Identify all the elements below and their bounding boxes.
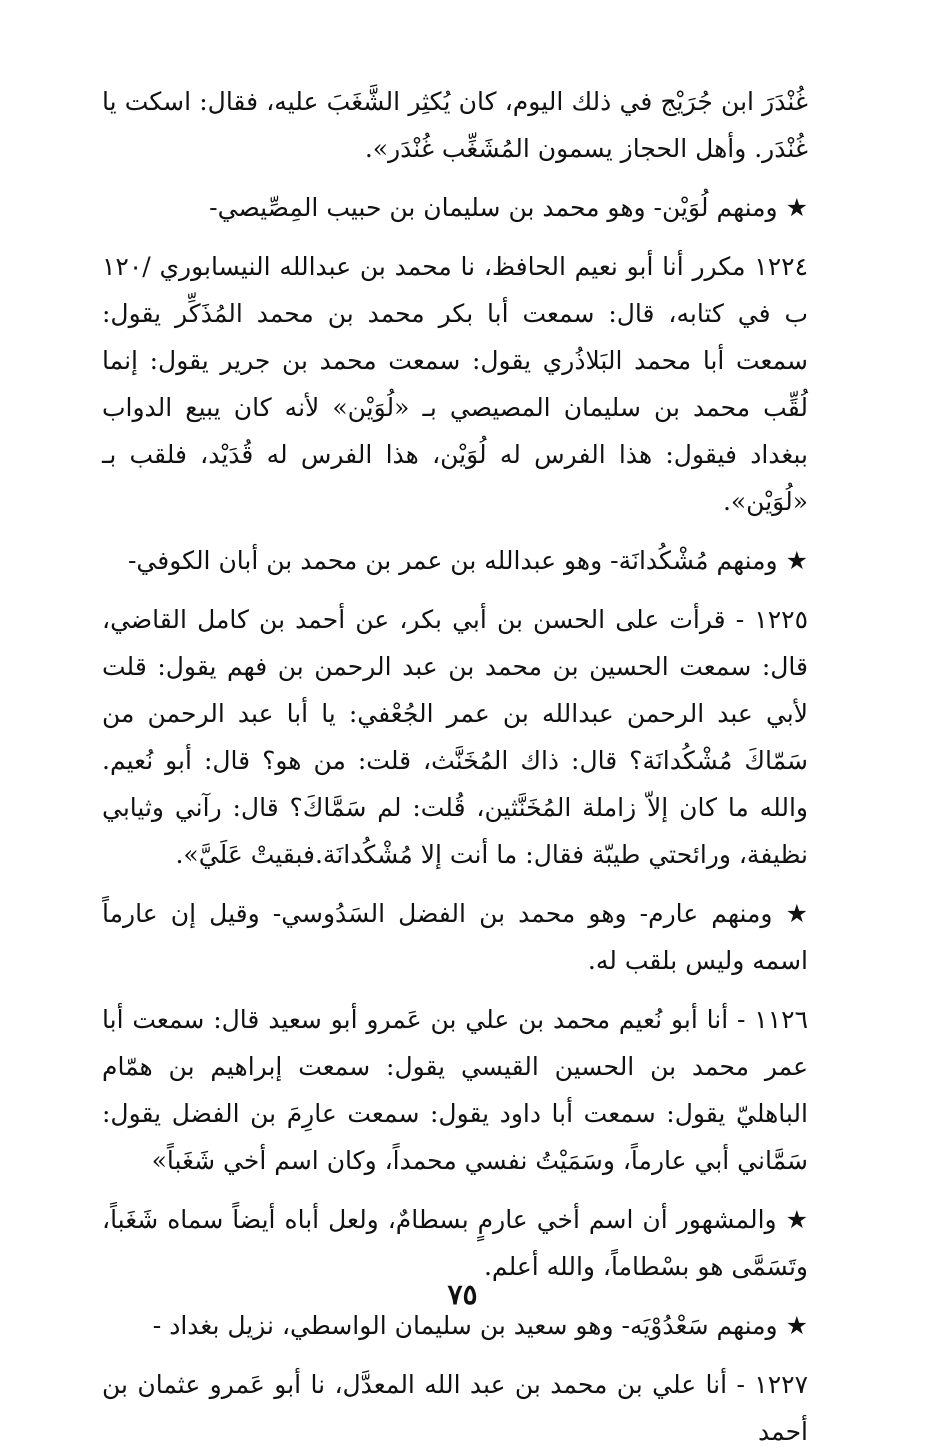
heading-arim: ★ ومنهم عارم- وهو محمد بن الفضل السَدُوسي- وقيل إن عارماً اسمه وليس بلقب له. <box>102 899 808 975</box>
page-number: ٧٥ <box>447 1278 478 1311</box>
paragraph-1126: ١١٢٦ - أنا أبو نُعيم محمد بن علي بن عَمرو أبو سعيد قال: سمعت أبا عمر محمد بن الحسين القيسي يقول: سمعت إبراهيم بن همّام الباهليّ يقول: سمعت أبا داود يقول: سمعت عارِمَ بن الفضل يقول: سَمَّاني أبي عارماً، وسَمَيْتُ نفسي محمداً، وكان اسم أخي شَغَباً» <box>102 1005 808 1175</box>
heading-luwayn: ★ ومنهم لُوَيْن- وهو محمد بن سليمان بن حبيب المِصِّيصي- <box>209 193 808 222</box>
paragraph-1224: ١٢٢٤ مكرر أنا أبو نعيم الحافظ، نا محمد بن عبدالله النيسابوري /١٢٠ ب في كتابه، قال: سمعت أبا بكر محمد بن محمد المُذَكِّر يقول: سمعت أبا محمد البَلاذُري يقول: سمعت محمد بن جرير يقول: إنما لُقِّب محمد بن سليمان المصيصي بـ «لُوَيْن» لأنه كان يبيع الدواب ببغداد فيقول: هذا الفرس له لُوَيْن، هذا الفرس له قُدَيْد، فلقب بـ «لُوَيْن». <box>102 252 808 516</box>
heading-mushkudana: ★ ومنهم مُشْكُدانَة- وهو عبدالله بن عمر بن محمد بن أبان الكوفي- <box>127 546 808 575</box>
paragraph-1227: ١٢٢٧ - أنا علي بن محمد بن عبد الله المعدَّل، نا أبو عَمرو عثمان بن أحمد <box>102 1370 808 1446</box>
note-bistam: ★ والمشهور أن اسم أخي عارمٍ بسطامٌ، ولعل أباه أيضاً سماه شَغَباً، وتَسَمَّى هو بسْطاماً، والله أعلم. <box>102 1205 808 1281</box>
paragraph-1225: ١٢٢٥ - قرأت على الحسن بن أبي بكر، عن أحمد بن كامل القاضي، قال: سمعت الحسين بن محمد بن عبد الرحمن بن فهم يقول: قلت لأبي عبد الرحمن عبدالله بن عمر الجُعْفي: يا أبا عبد الرحمن من سَمّاكَ مُشْكُدانَة؟ قال: ذاك المُخَنَّث، قلت: من هو؟ قال: أبو نُعيم. والله ما كان إلاّ زاملة المُخَنَّثين، قُلت: لم سَمَّاكَ؟ قال: رآني وثيابي نظيفة، ورائحتي طيبّة فقال: ما أنت إلا مُشْكُدانَة.فبقيتْ عَلَيَّ». <box>102 605 808 869</box>
paragraph-1: غُنْدَرَ ابن جُرَيْج في ذلك اليوم، كان يُكثِر الشَّغَبَ عليه، فقال: اسكت يا غُنْدَر. وأهل الحجاز يسمون المُشَغِّب غُنْدَر». <box>102 87 808 163</box>
page-body <box>102 78 808 1455</box>
heading-sadawayh: ★ ومنهم سَعْدُوْيَه- وهو سعيد بن سليمان الواسطي، نزيل بغداد - <box>152 1311 808 1340</box>
